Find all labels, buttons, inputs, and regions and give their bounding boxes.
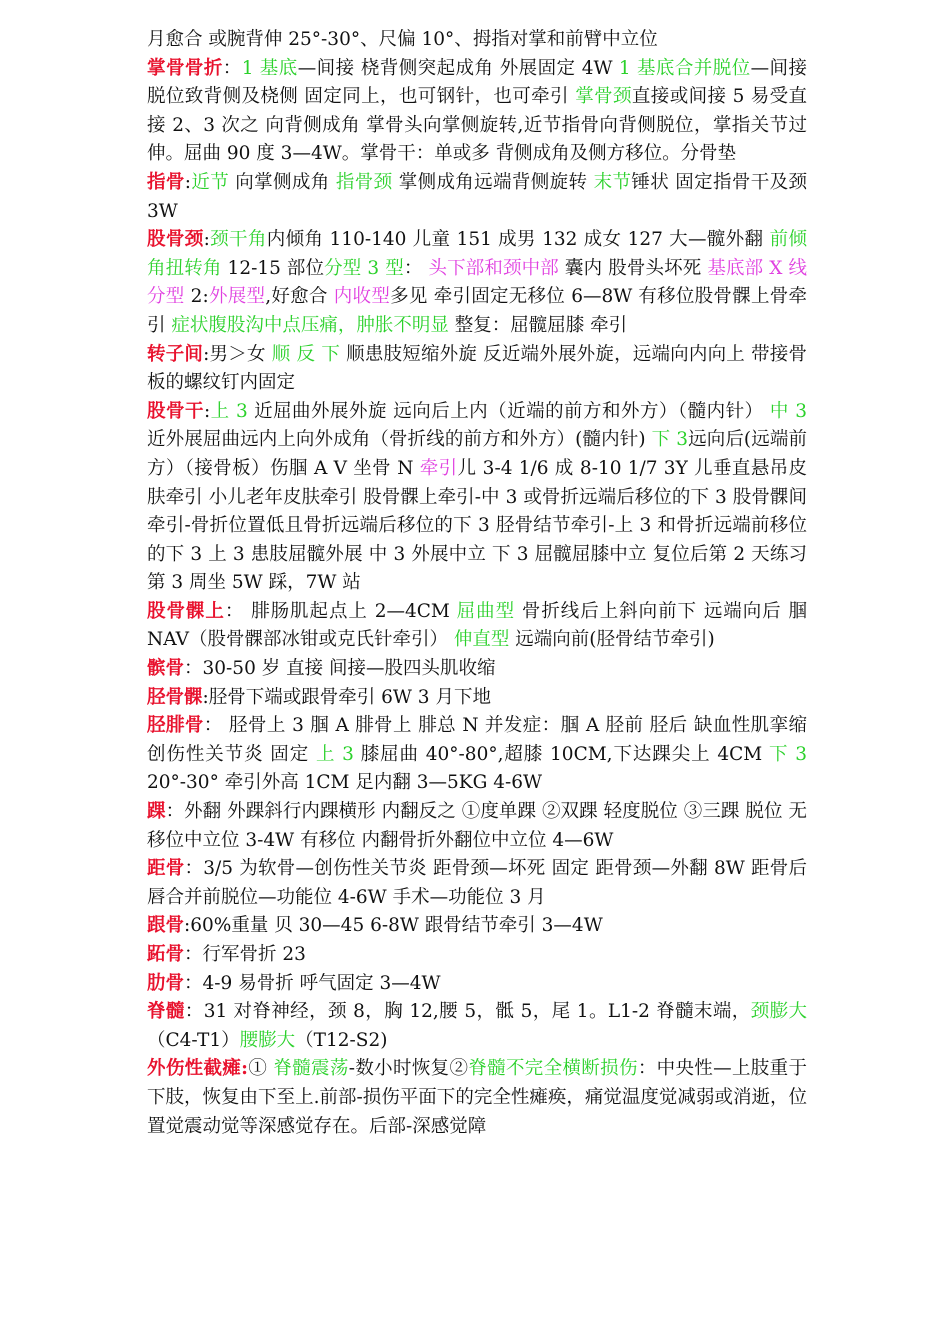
highlighted-term: 基底部 X 线分型 (147, 257, 807, 308)
body-text: 锤状 固定指骨干及颈 3W (147, 171, 807, 222)
highlighted-term: 上 3 (210, 400, 248, 422)
highlighted-term: 牵引 (419, 457, 458, 479)
body-text: （T12-S2) (295, 1029, 388, 1051)
paragraph (147, 941, 807, 970)
body-text: 远向后(远端前方）（接骨板）伤腘 A V 坐骨 N (147, 429, 808, 479)
paragraph (147, 226, 807, 340)
paragraph (147, 655, 807, 684)
paragraph (147, 598, 807, 655)
highlighted-term: 外展型 (208, 286, 266, 308)
body-text: :男＞女 (203, 343, 272, 365)
section-heading: 肋骨 (147, 972, 185, 994)
body-text: 12-15 部位 (221, 257, 325, 279)
body-text: 2: (184, 286, 209, 308)
section-heading: 髌骨 (147, 658, 185, 680)
paragraph (147, 398, 807, 598)
body-text: : (203, 400, 211, 422)
highlighted-term: 1 基底 (241, 57, 298, 79)
body-text: 掌侧成角远端背侧旋转 (392, 171, 594, 193)
body-text: ：4-9 易骨折 呼气固定 3—4W (184, 972, 441, 994)
body-text: :胫骨下端或跟骨牵引 6W 3 月下地 (202, 686, 491, 708)
body-text: —间接 桡背侧突起成角 外展固定 4W (297, 57, 619, 79)
body-text: 直接或间接 5 易受直接 2、3 次之 向背侧成角 掌骨头向掌侧旋转,近节指骨向背侧脱位，掌指关节过伸。屈曲 90 度 3—4W。掌骨干：单或多 背侧成角及侧方移位。分骨垫 (147, 86, 807, 165)
highlighted-term: 脊髓不完全横断损伤 (468, 1058, 638, 1080)
body-text: 向掌侧成角 (229, 171, 336, 193)
section-heading: 外伤性截瘫: (147, 1058, 248, 1080)
body-text: 整复：屈髋屈膝 牵引 (448, 314, 628, 336)
highlighted-term: 下 3 (769, 743, 807, 765)
body-text: ： 腓肠肌起点上 2—4CM (224, 600, 457, 622)
paragraph (147, 912, 807, 941)
highlighted-term: 腰膨大 (239, 1029, 296, 1051)
document-body (147, 26, 807, 1141)
section-heading: 掌骨骨折 (147, 57, 223, 79)
paragraph (147, 684, 807, 713)
body-text: ① (248, 1058, 274, 1080)
paragraph (147, 970, 807, 999)
section-heading: 距骨 (147, 858, 185, 880)
highlighted-term: 分型 3 型 (324, 257, 404, 279)
body-text: 膝屈曲 40°-80°,超膝 10CM,下达踝尖上 4CM (353, 743, 770, 765)
highlighted-term: 头下部和颈中部 (428, 257, 559, 279)
paragraph (147, 1055, 807, 1141)
section-heading: 跖骨 (147, 944, 185, 965)
body-text: ：3/5 为软骨—创伤性关节炎 距骨颈—坏死 固定 距骨颈—外翻 8W 距骨后唇合并前脱位—功能位 4-6W 手术—功能位 3 月 (147, 858, 807, 908)
highlighted-term: 指骨颈 (335, 171, 393, 193)
section-heading: 股骨干 (147, 400, 204, 422)
paragraph (147, 55, 807, 169)
paragraph (147, 169, 807, 226)
body-text: —间接 脱位致背侧及桡侧 固定同上，也可钢针，也可牵引 (147, 57, 807, 108)
highlighted-term: 前倾角扭转角 (147, 229, 807, 279)
body-text: 儿 3-4 1/6 成 8-10 1/7 3Y 儿垂直悬吊皮肤牵引 小儿老年皮肤牵引 股骨髁上牵引-中 3 或骨折远端后移位的下 3 股骨髁间牵引-骨折位置低且骨折远端后移位的下 3 胫骨结节牵引-上 3 和骨折远端前移位的下 3 上 3 患肢屈髋外展 中 3 外展中立 下 3 屈髋屈膝中立 复位后第 2 天练习 第 3 周坐 5W 踩，7W 站 (147, 457, 808, 594)
body-text: 多见 牵引固定无移位 6—8W 有移位股骨髁上骨牵引 (147, 286, 807, 336)
section-heading: 股骨髁上 (147, 600, 225, 622)
paragraph (147, 998, 807, 1055)
section-heading: 股骨颈 (147, 229, 204, 251)
highlighted-term: 脊髓震荡 (273, 1058, 349, 1080)
body-text: （C4-T1） (147, 1029, 240, 1051)
section-heading: 跟骨 (147, 915, 185, 937)
body-text: 近屈曲外展外旋 远向后上内（近端的前方和外方）（髓内针） (247, 400, 770, 422)
paragraph (147, 798, 807, 855)
body-text: 远端向前(胫骨结节牵引) (509, 629, 715, 651)
highlighted-term: 症状腹股沟中点压痛，肿胀不明显 (171, 314, 449, 336)
section-heading: 转子间 (147, 343, 204, 365)
body-text: 骨折线后上斜向前下 远端向后 腘 NAV（股骨髁部冰钳或克氏针牵引） (147, 600, 807, 651)
highlighted-term: 屈曲型 (456, 600, 516, 622)
body-text: 近外展屈曲远内上向外成角（骨折线的前方和外方）(髓内针) (147, 429, 652, 451)
paragraph (147, 712, 807, 798)
highlighted-term: 上 3 (315, 743, 354, 765)
body-text: ： (222, 57, 242, 79)
body-text: ：30-50 岁 直接 间接—股四头肌收缩 (184, 658, 496, 680)
section-heading: 踝 (147, 801, 166, 823)
paragraph (147, 26, 807, 55)
highlighted-term: 1 基底合并脱位 (618, 57, 751, 79)
body-text: ,好愈合 (265, 286, 334, 308)
paragraph (147, 341, 807, 398)
highlighted-term: 颈干角 (209, 229, 267, 251)
body-text: 月愈合 或腕背伸 25°-30°、尺偏 10°、拇指对掌和前臂中立位 (147, 29, 658, 50)
highlighted-term: 近节 (190, 171, 230, 193)
body-text: -数小时恢复② (348, 1058, 469, 1080)
highlighted-term: 顺 反 下 (271, 343, 341, 365)
body-text: :60%重量 贝 30—45 6-8W 跟骨结节牵引 3—4W (184, 915, 603, 937)
highlighted-term: 末节 (593, 171, 632, 193)
body-text: : (203, 229, 210, 251)
section-heading: 指骨 (147, 171, 185, 193)
section-heading: 胫腓骨 (147, 715, 204, 737)
body-text: 内倾角 110-140 儿童 151 成男 132 成女 127 大—髋外翻 (266, 229, 770, 251)
body-text: ： 胫骨上 3 腘 A 腓骨上 腓总 N 并发症：腘 A 胫前 胫后 缺血性肌挛缩 创伤性关节炎 固定 (147, 715, 807, 765)
paragraph (147, 855, 807, 912)
section-heading: 脊髓 (147, 1001, 185, 1023)
highlighted-term: 掌骨颈 (575, 86, 632, 108)
highlighted-term: 伸直型 (453, 629, 510, 651)
body-text: ：中央性—上肢重于下肢，恢复由下至上.前部-损伤平面下的完全性瘫痪，痛觉温度觉减弱或消逝，位置觉震动觉等深感觉存在。后部-深感觉障 (147, 1058, 807, 1137)
body-text: : (184, 171, 191, 193)
highlighted-term: 下 3 (651, 429, 688, 451)
highlighted-term: 内收型 (333, 286, 391, 308)
highlighted-term: 颈膨大 (750, 1001, 807, 1023)
highlighted-term: 中 3 (769, 400, 807, 422)
body-text: ：外翻 外踝斜行内踝横形 内翻反之 ①度单踝 ②双踝 轻度脱位 ③三踝 脱位 无移位中立位 3-4W 有移位 内翻骨折外翻位中立位 4—6W (147, 801, 807, 851)
body-text: ： (403, 257, 429, 279)
body-text: 顺患肢短缩外旋 反近端外展外旋，远端向内向上 带接骨板的螺纹钉内固定 (147, 343, 807, 394)
body-text: ：行军骨折 23 (184, 944, 306, 965)
section-heading: 胫骨髁 (147, 686, 203, 708)
body-text: ：31 对脊神经，颈 8，胸 12,腰 5，骶 5，尾 1。L1-2 脊髓末端， (184, 1001, 751, 1023)
body-text: 20°-30° 牵引外高 1CM 足内翻 3—5KG 4-6W (147, 772, 543, 794)
body-text: 囊内 股骨头坏死 (558, 257, 708, 279)
